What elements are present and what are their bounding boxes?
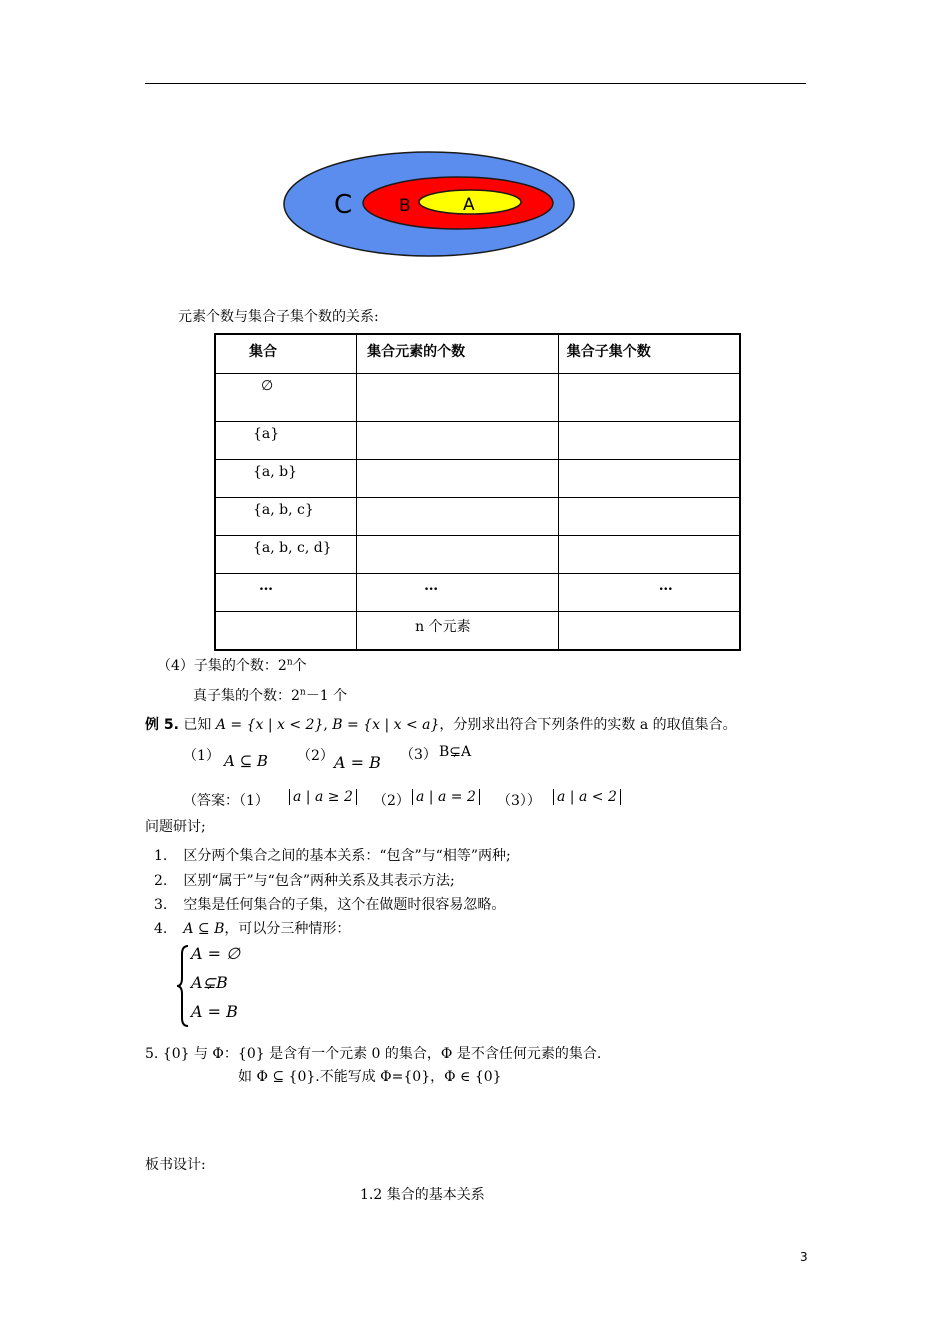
header-set: 集合 [215, 334, 357, 374]
table-row [215, 460, 740, 498]
cell-count [357, 498, 559, 536]
cell-set: ∅ [215, 374, 357, 422]
condition-3-num: （3） [400, 747, 437, 763]
discussion-item-5-example: 如 Φ ⊆ {0}.不能写成 Φ={0}，Φ ∈ {0} [238, 1069, 502, 1085]
example-5: 例 5. 已知 A = {x | x < 2}, B = {x | x < a}，分别求出符合下列条件的实数 a 的取值集合。 [145, 717, 737, 733]
cell-count [357, 374, 559, 422]
table-row [215, 498, 740, 536]
condition-1: A ⊆ B [224, 752, 268, 770]
example-task: ，分别求出符合下列条件的实数 a 的取值集合。 [439, 717, 737, 733]
cell-count: … [357, 574, 559, 612]
cell-subsets [558, 498, 740, 536]
cell-count: n 个元素 [357, 612, 559, 651]
venn-label-a: A [463, 195, 475, 215]
table-row [215, 612, 740, 651]
table-row [215, 536, 740, 574]
set-b-definition: B = {x | x < a} [332, 717, 440, 733]
answer-2-num: （2） [373, 793, 410, 809]
venn-label-c: C [334, 190, 353, 220]
discussion-item-3: 3. 空集是任何集合的子集，这个在做题时很容易忽略。 [154, 897, 506, 913]
page-number: 3 [800, 1250, 808, 1264]
venn-label-b: B [399, 196, 411, 216]
cell-subsets [558, 374, 740, 422]
example-label: 例 5. [145, 717, 179, 733]
case-equal: A = B [191, 1002, 238, 1021]
cell-subsets: … [558, 574, 740, 612]
board-design-label: 板书设计: [145, 1157, 206, 1173]
table-row [215, 374, 740, 422]
cell-subsets [558, 536, 740, 574]
header-subset-count: 集合子集个数 [558, 334, 740, 374]
case-proper-subset: A⊊B [191, 973, 228, 992]
cell-subsets [558, 422, 740, 460]
cell-count [357, 536, 559, 574]
proper-subset-count-note: 真子集的个数：$2^n-1$ 个 [193, 687, 348, 704]
header-element-count: 集合元素的个数 [357, 334, 559, 374]
cell-count [357, 460, 559, 498]
cell-set: {a, b, c, d} [215, 536, 357, 574]
cell-set: {a, b} [215, 460, 357, 498]
answer-1: a | a ≥ 2 [289, 789, 357, 805]
cell-set: … [215, 574, 357, 612]
discussion-item-4: 4. A ⊆ B，可以分三种情形： [154, 921, 351, 937]
header-rule [145, 83, 806, 84]
cell-set: {a, b, c} [215, 498, 357, 536]
cell-subsets [558, 460, 740, 498]
cell-count [357, 422, 559, 460]
answer-prefix: （答案：（1） [183, 793, 269, 809]
cell-set [215, 612, 357, 651]
case-empty: A = ∅ [191, 944, 241, 963]
subset-table [214, 333, 741, 651]
cell-subsets [558, 612, 740, 651]
left-brace-icon [176, 944, 190, 1028]
condition-2: A = B [334, 753, 381, 772]
subset-count-note: （4）子集的个数：2$^n$个 [157, 657, 307, 674]
answer-3: a | a < 2 [553, 789, 621, 805]
table-row [215, 422, 740, 460]
table-row [215, 574, 740, 612]
board-design-title: 1.2 集合的基本关系 [360, 1187, 485, 1203]
discussion-title: 问题研讨; [145, 819, 206, 835]
condition-3: B⊊A [439, 744, 472, 760]
set-a-definition: A = {x | x < 2} [215, 717, 324, 733]
discussion-item-1: 1. 区分两个集合之间的基本关系：“包含”与“相等”两种; [154, 848, 511, 864]
example-given: 已知 [183, 717, 212, 733]
answer-3-num: （3）） [497, 793, 541, 809]
condition-1-num: （1） [183, 748, 220, 764]
discussion-item-2: 2. 区别“属于”与“包含”两种关系及其表示方法; [154, 873, 455, 889]
venn-diagram [282, 150, 576, 258]
table-intro: 元素个数与集合子集个数的关系: [178, 309, 379, 325]
answer-2: a | a = 2 [412, 789, 480, 805]
cell-set: {a} [215, 422, 357, 460]
table-header-row [215, 334, 740, 374]
discussion-item-5: 5. {0} 与 Φ：{0} 是含有一个元素 0 的集合，Φ 是不含任何元素的集合. [145, 1046, 602, 1062]
condition-2-num: （2） [297, 748, 334, 764]
